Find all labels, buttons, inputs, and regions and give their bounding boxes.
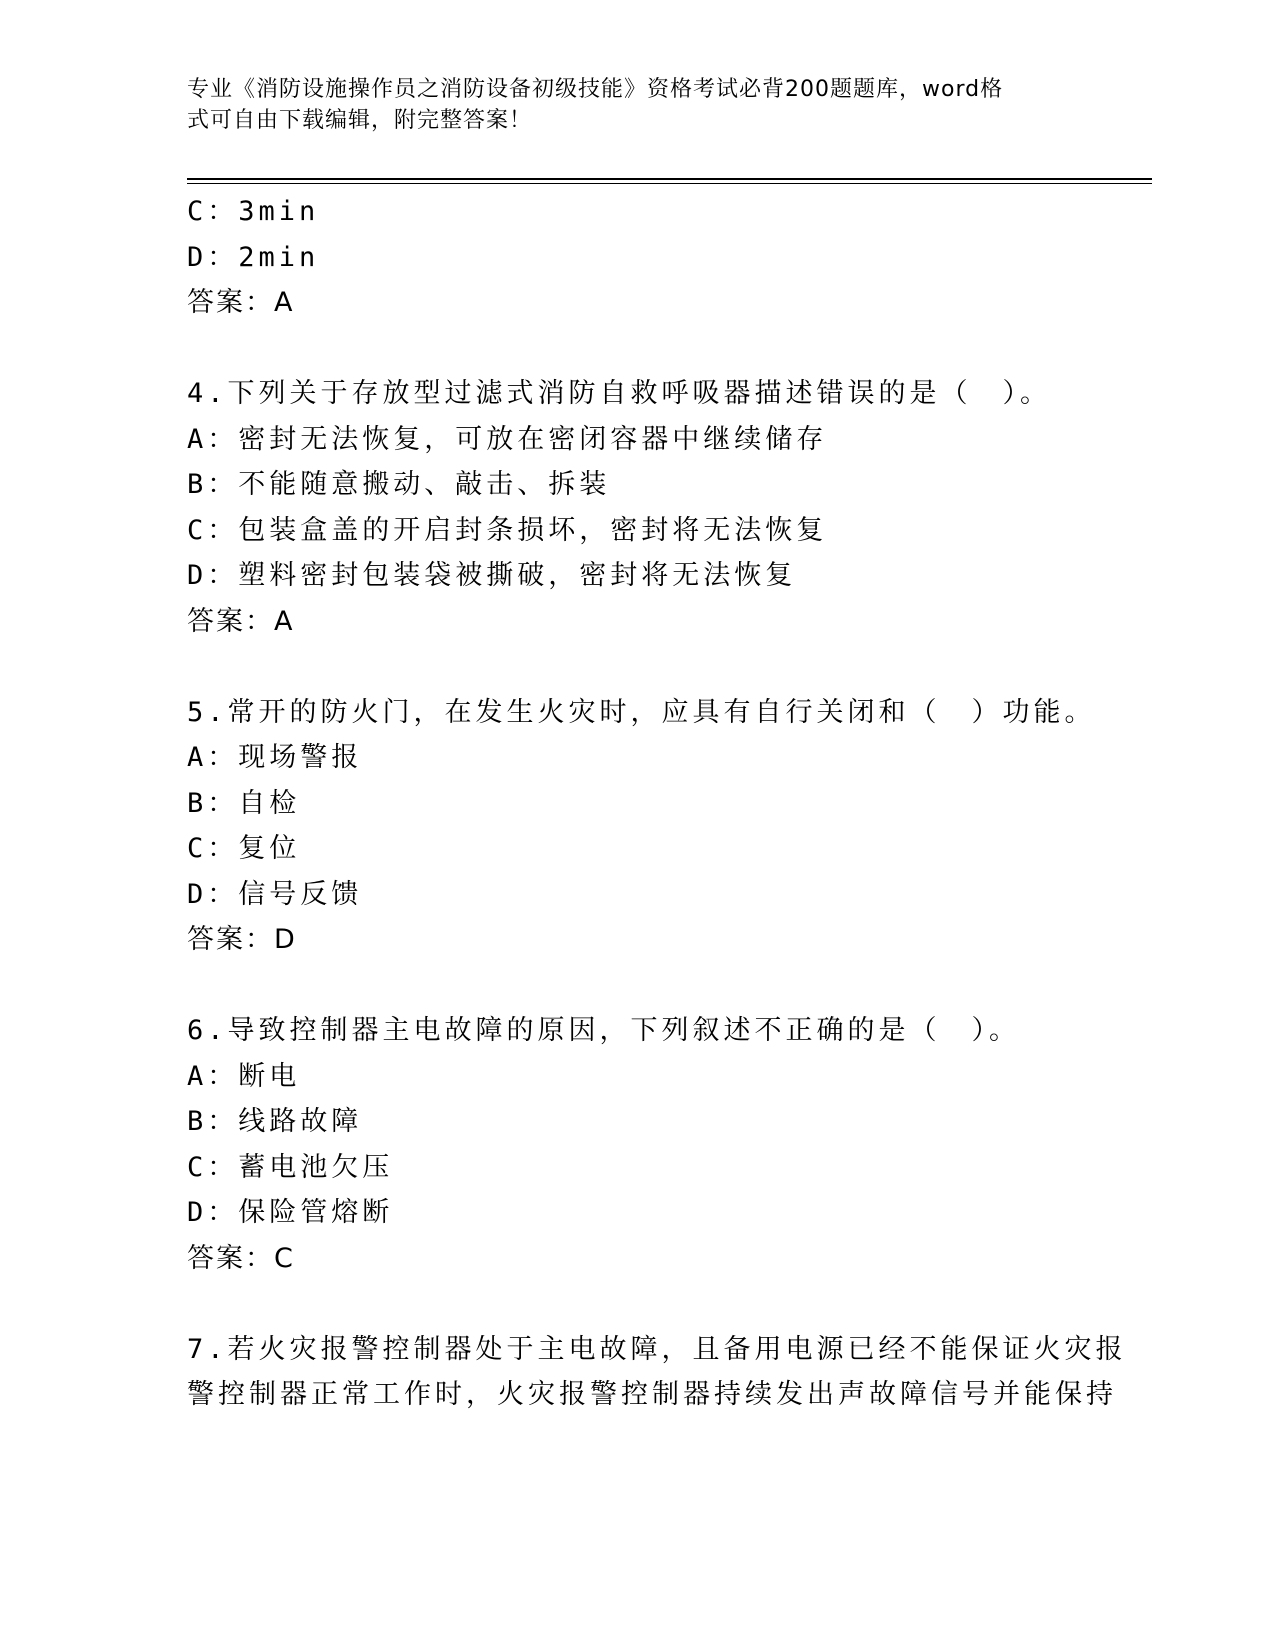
question-stem: 6.导致控制器主电故障的原因，下列叙述不正确的是（ ）。: [187, 1015, 1021, 1046]
option-a: A：现场警报: [187, 742, 363, 773]
spacer: [187, 963, 1087, 1009]
option-c: C：复位: [187, 833, 301, 864]
question-4: [187, 371, 1087, 644]
answer-line: 答案：C: [187, 1242, 295, 1274]
option-a: A：密封无法恢复，可放在密闭容器中继续储存: [187, 423, 828, 455]
header-rule-thin: [187, 183, 1152, 184]
spacer: [187, 1281, 1087, 1327]
question-3-tail: [187, 189, 1087, 326]
question-stem-line-2: 警控制器正常工作时，火灾报警控制器持续发出声故障信号并能保持: [187, 1379, 1117, 1410]
spacer: [187, 326, 1087, 372]
answer-line: 答案：D: [187, 924, 297, 955]
question-stem: 5.常开的防火门，在发生火灾时，应具有自行关闭和（ ）功能。: [187, 696, 1096, 728]
spacer: [187, 644, 1087, 690]
question-7: [187, 1327, 1127, 1418]
option-a: A：断电: [187, 1060, 301, 1092]
question-stem-line-1: 7.若火灾报警控制器处于主电故障，且备用电源已经不能保证火灾报: [187, 1333, 1127, 1365]
header-rule-thick: [187, 178, 1152, 180]
header-line-1: 专业《消防设施操作员之消防设备初级技能》资格考试必背200题题库，word格: [187, 77, 1004, 102]
question-5: [187, 690, 1096, 963]
document-header: [187, 74, 1067, 136]
question-list: [187, 189, 1127, 1418]
option-d: D：2min: [187, 241, 320, 273]
question-6: [187, 1008, 1087, 1281]
answer-line: 答案：A: [187, 287, 295, 318]
option-c: C：蓄电池欠压: [187, 1151, 394, 1183]
option-d: D：信号反馈: [187, 878, 363, 910]
option-d: D：保险管熔断: [187, 1197, 394, 1228]
option-b: B：不能随意搬动、敲击、拆装: [187, 469, 611, 500]
option-c: C：包装盒盖的开启封条损坏，密封将无法恢复: [187, 514, 828, 546]
answer-line: 答案：A: [187, 605, 295, 637]
option-b: B：线路故障: [187, 1106, 363, 1137]
question-stem: 4.下列关于存放型过滤式消防自救呼吸器描述错误的是（ ）。: [187, 378, 1052, 409]
header-line-2: 式可自由下载编辑，附完整答案！: [187, 108, 533, 133]
option-c: C：3min: [187, 196, 320, 227]
option-b: B：自检: [187, 787, 301, 819]
option-d: D：塑料密封包装袋被撕破，密封将无法恢复: [187, 560, 797, 591]
